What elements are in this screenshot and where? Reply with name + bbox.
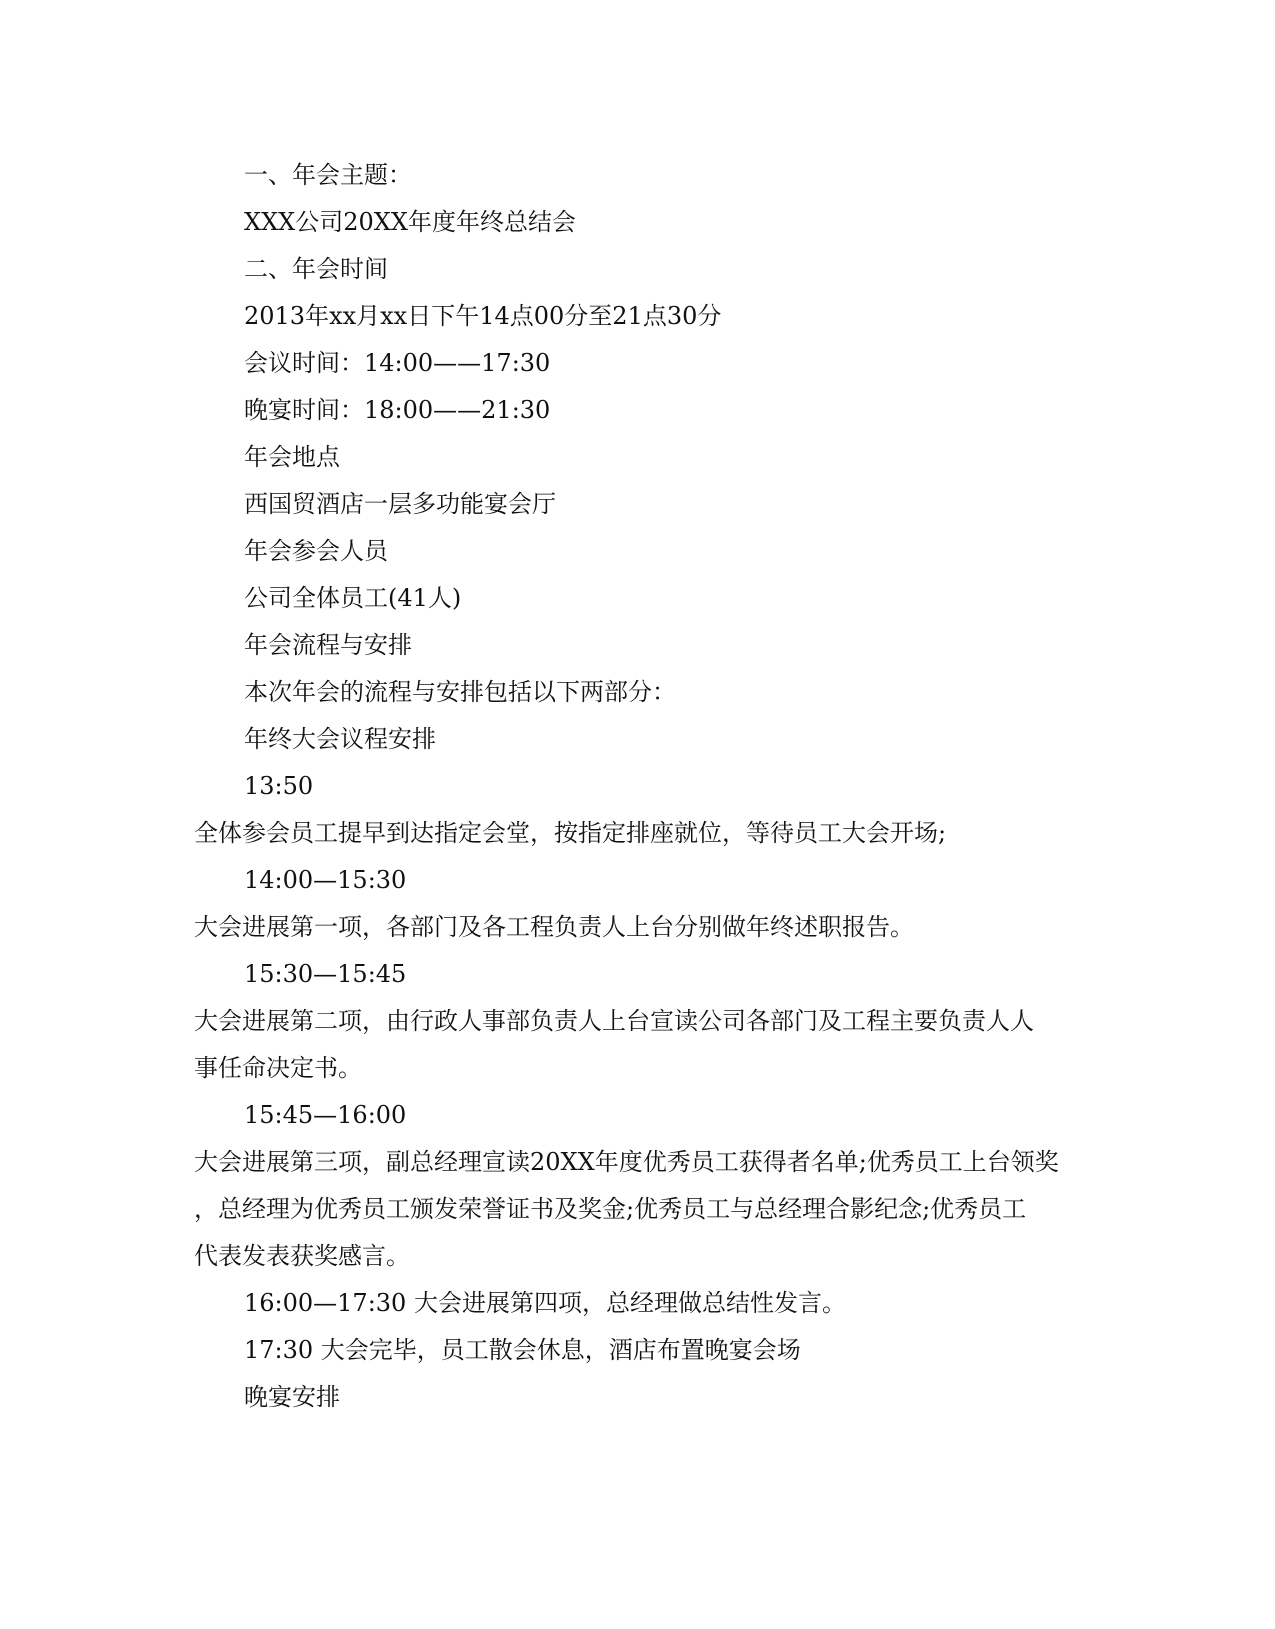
dinner-time-text: 晚宴时间：18:00——21:30 <box>244 396 551 424</box>
section-heading-agenda: 年终大会议程安排 <box>244 725 436 753</box>
venue-text: 西国贸酒店一层多功能宴会厅 <box>244 490 556 518</box>
agenda-time-4: 15:45—16:00 <box>244 1101 407 1129</box>
theme-text: XXX公司20XX年度年终总结会 <box>244 208 576 236</box>
section-heading-dinner: 晚宴安排 <box>244 1383 340 1411</box>
section-heading-time: 二、年会时间 <box>244 255 388 283</box>
section-heading-venue: 年会地点 <box>244 443 340 471</box>
agenda-item-5: 16:00—17:30 大会进展第四项，总经理做总结性发言。 <box>244 1289 846 1317</box>
agenda-time-2: 14:00—15:30 <box>244 866 407 894</box>
attendees-text: 公司全体员工(41人) <box>244 584 462 612</box>
meeting-time-text: 会议时间：14:00——17:30 <box>244 349 551 377</box>
agenda-item-2: 大会进展第一项，各部门及各工程负责人上台分别做年终述职报告。 <box>194 913 914 941</box>
agenda-time-3: 15:30—15:45 <box>244 960 407 988</box>
section-heading-theme: 一、年会主题： <box>244 161 412 189</box>
agenda-time-1: 13:50 <box>244 772 314 800</box>
agenda-item-4-line-2: ，总经理为优秀员工颁发荣誉证书及奖金;优秀员工与总经理合影纪念;优秀员工 <box>194 1195 1027 1223</box>
agenda-item-4-line-3: 代表发表获奖感言。 <box>194 1242 410 1270</box>
agenda-item-3-line-1: 大会进展第二项，由行政人事部负责人上台宣读公司各部门及工程主要负责人人 <box>194 1007 1034 1035</box>
section-heading-attendees: 年会参会人员 <box>244 537 388 565</box>
agenda-item-6: 17:30 大会完毕，员工散会休息，酒店布置晚宴会场 <box>244 1336 801 1364</box>
process-intro-text: 本次年会的流程与安排包括以下两部分： <box>244 678 676 706</box>
time-text: 2013年xx月xx日下午14点00分至21点30分 <box>244 302 722 330</box>
agenda-item-4-line-1: 大会进展第三项，副总经理宣读20XX年度优秀员工获得者名单;优秀员工上台领奖 <box>194 1148 1059 1176</box>
agenda-item-3-line-2: 事任命决定书。 <box>194 1054 362 1082</box>
section-heading-process: 年会流程与安排 <box>244 631 412 659</box>
agenda-item-1: 全体参会员工提早到达指定会堂，按指定排座就位，等待员工大会开场; <box>194 819 947 847</box>
